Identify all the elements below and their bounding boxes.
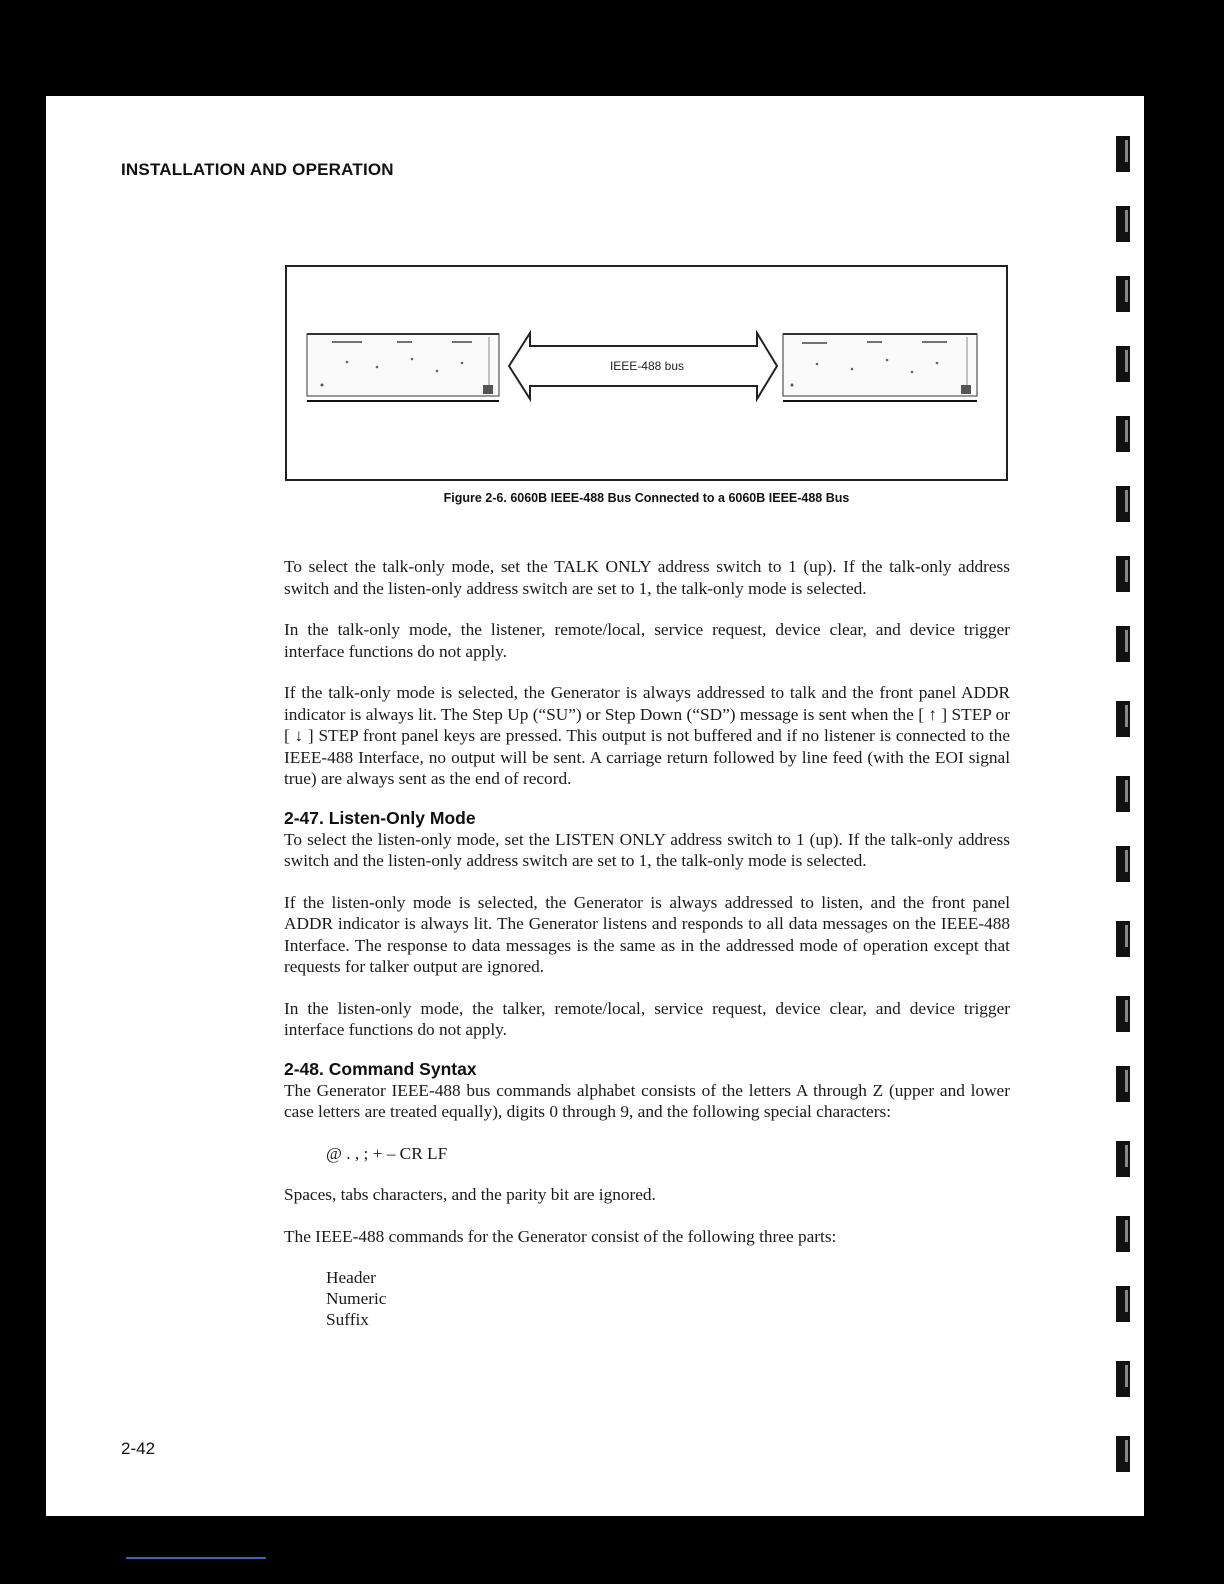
page-number: 2-42	[121, 1439, 156, 1458]
right-instrument-illustration	[783, 334, 977, 401]
tab-mark	[1116, 996, 1130, 1032]
tab-mark	[1116, 1216, 1130, 1252]
document-page	[46, 96, 1144, 1516]
paragraph-command-parts: The IEEE-488 commands for the Generator consist of the following three parts:	[284, 1226, 837, 1246]
bottom-rule	[126, 1557, 266, 1559]
tab-mark	[1116, 1436, 1130, 1472]
binder-tab-strip	[1116, 136, 1130, 1476]
tab-mark	[1116, 276, 1130, 312]
list-item: Suffix	[326, 1310, 369, 1329]
tab-mark	[1116, 921, 1130, 957]
tab-mark	[1116, 1066, 1130, 1102]
body-text	[284, 556, 1010, 1330]
paragraph-listen-only-behavior: If the listen-only mode is selected, the Generator is always addressed to listen, and the front panel ADDR indicator is always lit. The Generator listens and responds to all data messages on the IEEE-488 Interface. The response to data messages is the same as in the addressed mode of operation except that requests for talker output are ignored.	[284, 892, 1010, 976]
tab-mark	[1116, 701, 1130, 737]
list-item: Header	[326, 1268, 376, 1287]
tab-mark	[1116, 1361, 1130, 1397]
left-instrument-illustration	[307, 334, 499, 401]
tab-mark	[1116, 136, 1130, 172]
paragraph-talk-only-behavior: If the talk-only mode is selected, the Generator is always addressed to talk and the front panel ADDR indicator is always lit. The Step Up (“SU”) or Step Down (“SD”) message is sent when the [ ↑ ] STEP or [ ↓ ] STEP front panel keys are pressed. This output is not buffered and if no listener is connected to the IEEE-488 Interface, no output will be sent. A carriage return followed by line feed (with the EOI signal true) are always sent as the end of record.	[284, 683, 1010, 788]
section-heading-listen-only: 2-47. Listen-Only Mode	[284, 807, 476, 828]
paragraph-command-alphabet: The Generator IEEE-488 bus commands alphabet consists of the letters A through Z (upper and lower case letters are treated equally), digits 0 through 9, and the following special characters:	[284, 1080, 1010, 1121]
tab-mark	[1116, 776, 1130, 812]
tab-mark	[1116, 1286, 1130, 1322]
paragraph-listen-only-select: To select the listen-only mode, set the LISTEN ONLY address switch to 1 (up). If the talk-only address switch and the listen-only address switch are set to 1, the talk-only mode is selected.	[284, 829, 1010, 870]
tab-mark	[1116, 346, 1130, 382]
paragraph-listen-only-functions: In the listen-only mode, the talker, remote/local, service request, device clear, and device trigger interface functions do not apply.	[284, 998, 1010, 1039]
special-characters: @ . , ; + – CR LF	[326, 1143, 448, 1163]
figure-2-6	[285, 265, 1008, 481]
paragraph-talk-only-functions: In the talk-only mode, the listener, remote/local, service request, device clear, and device trigger interface functions do not apply.	[284, 620, 1010, 661]
figure-caption: Figure 2-6. 6060B IEEE-488 Bus Connected to a 6060B IEEE-488 Bus	[443, 491, 850, 505]
tab-mark	[1116, 1141, 1130, 1177]
bus-diagram	[287, 267, 1010, 483]
tab-mark	[1116, 846, 1130, 882]
list-item: Numeric	[326, 1289, 387, 1308]
tab-mark	[1116, 486, 1130, 522]
tab-mark	[1116, 626, 1130, 662]
paragraph-ignored-characters: Spaces, tabs characters, and the parity bit are ignored.	[284, 1185, 656, 1204]
tab-mark	[1116, 206, 1130, 242]
command-parts-list	[326, 1267, 1010, 1330]
running-head: INSTALLATION AND OPERATION	[121, 160, 394, 179]
section-heading-command-syntax: 2-48. Command Syntax	[284, 1058, 477, 1079]
tab-mark	[1116, 416, 1130, 452]
tab-mark	[1116, 556, 1130, 592]
bus-label: IEEE-488 bus	[609, 359, 685, 373]
paragraph-talk-only-select: To select the talk-only mode, set the TALK ONLY address switch to 1 (up). If the talk-only address switch and the listen-only address switch are set to 1, the talk-only mode is selected.	[284, 557, 1010, 598]
